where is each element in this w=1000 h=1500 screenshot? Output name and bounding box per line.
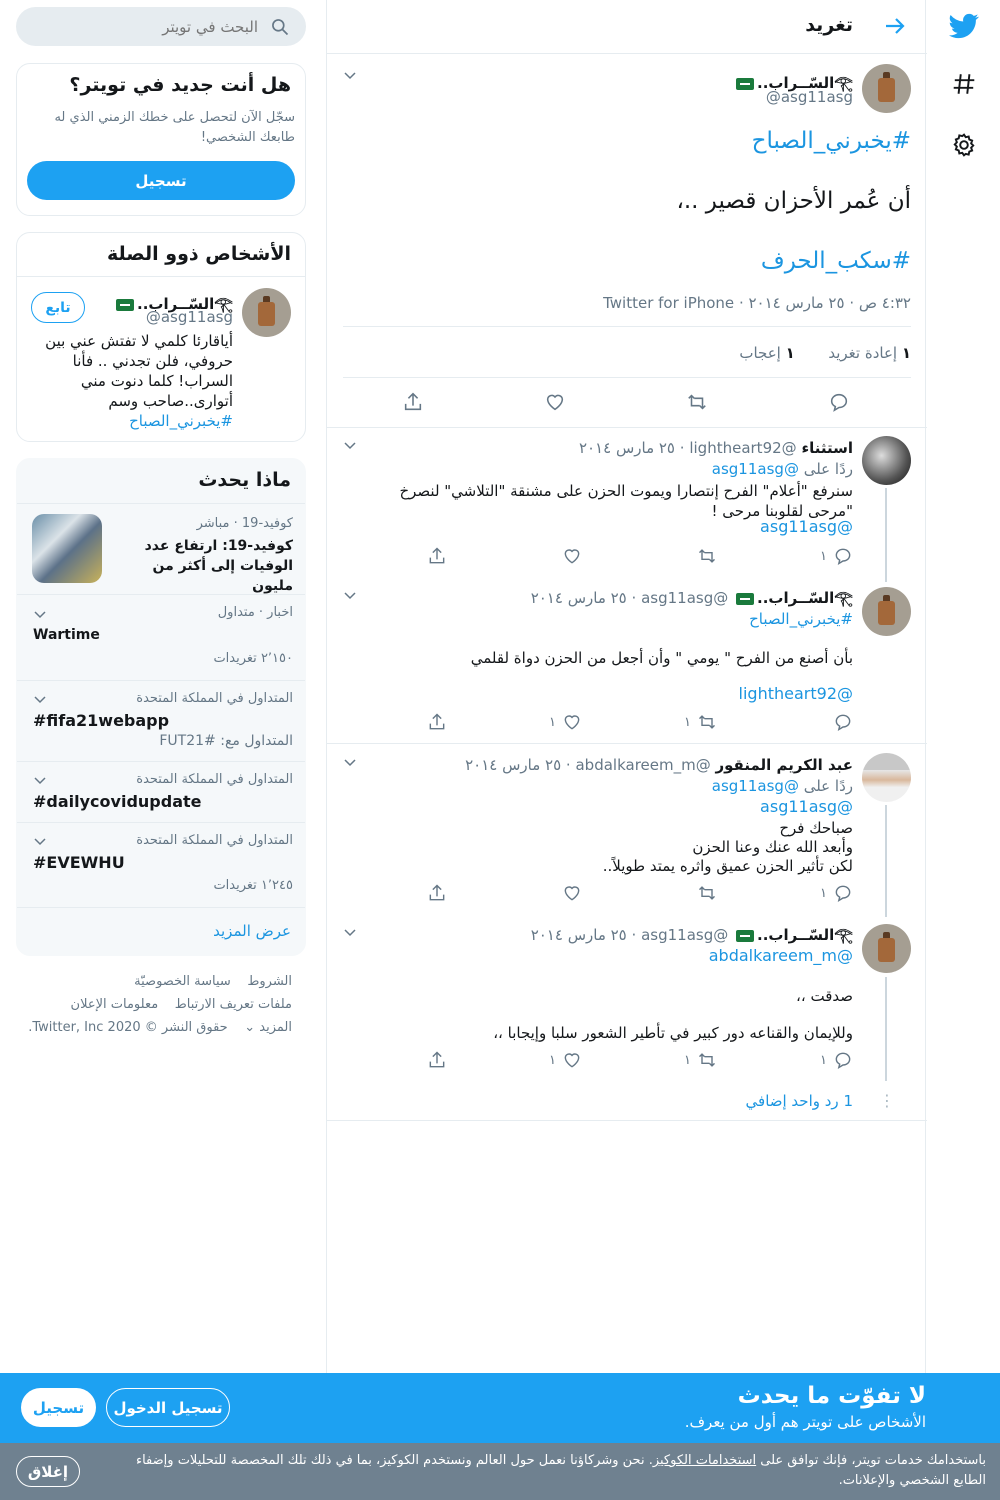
reply-header: عبد الكريم المنقور @abdalkareem_m · ٢٥ مارس ٢٠١٤ (465, 756, 853, 774)
like-label[interactable]: إعجاب (739, 344, 781, 362)
reply-to-label: ردًا على (803, 460, 853, 478)
saudi-flag-icon (116, 299, 134, 311)
share-icon[interactable] (402, 391, 424, 413)
reply-to-mention[interactable]: @asg11asg (711, 460, 799, 478)
like-heart-icon (562, 1050, 582, 1070)
focal-hashtag-1[interactable]: #يخبرني_الصباح (751, 128, 911, 154)
banner-title: لا تفوّت ما يحدث (737, 1383, 926, 1409)
chevron-down-icon[interactable] (33, 607, 47, 621)
share-icon[interactable] (427, 883, 447, 903)
banner-signup-button[interactable]: تسجيل (21, 1388, 96, 1427)
back-arrow-icon[interactable] (883, 14, 909, 40)
reply-text-line: وللإيمان والقناعه دور كبير في تأطير الشعور سلبا وإيجابا ،، (493, 1024, 853, 1042)
reply-count: ١ (820, 1052, 827, 1068)
retweet-label[interactable]: إعادة تغريد (828, 344, 898, 362)
reply-author-handle[interactable]: @lightheart92 (689, 439, 797, 457)
focal-hashtag-2[interactable]: #سكب_الحرف (760, 248, 911, 274)
reply-actions (422, 712, 853, 736)
related-bio (31, 331, 233, 431)
trend-title: كوفيد-19: ارتفاع عدد الوفيات إلى أكثر من مليون (144, 538, 293, 594)
signup-card (16, 63, 306, 216)
trend-title: #fifa21webapp (33, 711, 170, 730)
show-more-link[interactable]: عرض المزيد (213, 922, 291, 940)
chevron-down-icon[interactable] (343, 68, 357, 82)
related-bio-text: أياقارئا كلمي لا تفتش عني بين حروفي، فلن تجدني .. فأنا السراب! كلما دنوت مني أتوارى..صاحب وسم (45, 332, 233, 410)
trend-context: اخبار · متداول (217, 605, 293, 620)
reply-count: ١ (820, 548, 827, 564)
main-header (327, 0, 927, 54)
reply-text-line: لكن تأثير الحزن عميق واثره يمتد طويلاً.. (602, 857, 853, 875)
reply-mention[interactable]: @asg11asg (760, 517, 853, 536)
divider (343, 377, 911, 378)
like-action[interactable] (549, 712, 582, 732)
reply-avatar[interactable] (862, 587, 911, 636)
reply-bubble-icon (833, 883, 853, 903)
reply-date[interactable]: ٢٥ مارس ٢٠١٤ (578, 439, 675, 457)
reply-author-handle[interactable]: @asg11asg (641, 589, 729, 607)
reply-text: بأن أصنع من الفرح " يومي " وأن أجعل من الحزن دواة لقلمي (470, 649, 853, 667)
reply-header: 𓂀السّــراب.. @asg11asg · ٢٥ مارس ٢٠١٤ (530, 926, 853, 944)
footer-row-3 (28, 1020, 292, 1035)
footer-privacy-link[interactable]: سياسة الخصوصيّة (134, 974, 231, 989)
retweet-count: ١ (684, 714, 691, 730)
more-replies-link[interactable]: 1 رد واحد إضافي (745, 1092, 853, 1110)
reply-author-handle[interactable]: @abdalkareem_m (575, 756, 711, 774)
chevron-down-icon[interactable] (33, 773, 47, 787)
trend-title: Wartime (33, 627, 100, 643)
footer-terms-link[interactable]: الشروط (247, 974, 292, 989)
reply-avatar[interactable] (862, 436, 911, 485)
reply-mention[interactable]: @lightheart92 (738, 684, 853, 703)
reply-count: ١ (820, 885, 827, 901)
share-icon[interactable] (427, 546, 447, 566)
reply-mention[interactable]: @abdalkareem_m (708, 946, 853, 965)
signup-title: هل أنت جديد في تويتر؟ (69, 74, 291, 96)
trend-context: المتداول في المملكة المتحدة (136, 691, 293, 706)
reply-header: 𓂀السّــراب.. @asg11asg · ٢٥ مارس ٢٠١٤ (530, 589, 853, 607)
reply-bubble-icon (833, 546, 853, 566)
signup-desc: سجّل الآن لتحصل على خطك الزمني الذي له طابعك الشخصي! (54, 110, 295, 145)
related-name[interactable]: 𓂀السّــراب.. (137, 295, 233, 313)
reply-bubble-icon (833, 1050, 853, 1070)
search-input[interactable] (38, 7, 258, 46)
thread-line (885, 805, 887, 917)
trend-meta: ١٬٢٤٥ تغريدات (213, 878, 293, 893)
chevron-down-icon[interactable] (33, 834, 47, 848)
reply-bubble-icon[interactable] (828, 391, 850, 413)
saudi-flag-icon (736, 930, 754, 942)
chevron-down-icon[interactable] (33, 692, 47, 706)
cookie-close-button[interactable]: إغلاق (16, 1456, 80, 1487)
retweet-count: ١ (684, 1052, 691, 1068)
reply-bubble-icon[interactable] (833, 712, 853, 732)
trend-title: #EVEWHU (33, 853, 125, 872)
side-nav (926, 0, 1000, 1375)
page-title: تغريد (805, 14, 853, 36)
reply-hashtag[interactable]: #يخبرني_الصباح (749, 610, 853, 628)
like-heart-icon[interactable] (562, 883, 582, 903)
reply-author-handle[interactable]: @asg11asg (641, 926, 729, 944)
reply-action[interactable] (820, 1050, 853, 1070)
cookie-policy-link[interactable]: استخدامات الكوكيز (652, 1453, 757, 1468)
reply-author-name[interactable]: عبد الكريم المنقور (715, 756, 853, 774)
follow-button[interactable]: تابع (31, 292, 85, 323)
reply-actions (422, 1050, 853, 1074)
divider (343, 326, 911, 327)
more-dots-icon: ⋮ (879, 1091, 895, 1110)
chevron-down-icon[interactable] (343, 925, 357, 939)
retweet-action[interactable] (684, 1050, 717, 1070)
chevron-down-icon: ⌄ (244, 1020, 256, 1035)
like-action[interactable] (549, 1050, 582, 1070)
saudi-flag-icon (736, 593, 754, 605)
trend-item[interactable] (17, 823, 306, 907)
chevron-down-icon[interactable] (343, 438, 357, 452)
reply-text-line: صباحك فرح (779, 819, 853, 837)
footer-cookies-link[interactable]: ملفات تعريف الارتباط (174, 997, 292, 1012)
trend-meta: ٢٬١٥٠ تغريدات (213, 651, 293, 666)
footer-more-label[interactable]: المزيد (259, 1020, 292, 1035)
trend-image[interactable] (32, 514, 102, 583)
thread-line (885, 977, 887, 1081)
reply-actions (422, 883, 853, 907)
reply-action[interactable] (820, 546, 853, 566)
tweet-meta[interactable]: ٤:٣٢ ص · ٢٥ مارس ٢٠١٤ · Twitter for iPhone (603, 294, 911, 312)
reply-mention[interactable]: @asg11asg (760, 797, 853, 816)
saudi-flag-icon (736, 78, 754, 90)
footer-row-2 (71, 997, 292, 1012)
trend-item[interactable] (17, 762, 306, 822)
divider (17, 907, 306, 908)
share-icon[interactable] (427, 712, 447, 732)
trend-title: #dailycovidupdate (33, 792, 202, 811)
cookie-banner (0, 1443, 1000, 1500)
explore-hashtag-icon[interactable] (946, 66, 982, 102)
reply-tweet[interactable] (327, 582, 927, 744)
reply-action[interactable] (820, 883, 853, 903)
thread-line (885, 488, 887, 582)
trends-title: ماذا يحدث (198, 469, 291, 491)
footer-more-link[interactable] (244, 1020, 292, 1035)
retweet-icon[interactable] (697, 546, 717, 566)
retweet-icon (697, 1050, 717, 1070)
signup-button[interactable]: تسجيل (27, 161, 295, 200)
reply-date[interactable]: ٢٥ مارس ٢٠١٤ (530, 926, 627, 944)
reply-tweet[interactable] (327, 428, 927, 582)
like-heart-icon[interactable] (562, 546, 582, 566)
reply-date[interactable]: ٢٥ مارس ٢٠١٤ (465, 756, 562, 774)
reply-actions (422, 546, 853, 570)
reply-author-name[interactable]: 𓂀السّــراب.. (757, 926, 853, 944)
like-heart-icon[interactable] (544, 391, 566, 413)
footer-ads-link[interactable]: معلومات الإعلان (70, 997, 159, 1012)
like-count: ١ (549, 1052, 556, 1068)
reply-text: سنرفع "أعلام" الفرح إنتصارا ويموت الحزن على مشنقة "التلاشي" لنصرخ "مرحى لقلوبنا مرحى ! (399, 482, 853, 520)
reply-date[interactable]: ٢٥ مارس ٢٠١٤ (530, 589, 627, 607)
reply-to-line (712, 459, 853, 479)
signup-banner (0, 1373, 1000, 1443)
retweet-icon[interactable] (697, 883, 717, 903)
chevron-down-icon[interactable] (343, 588, 357, 602)
reply-to-label: ردًا على (803, 777, 853, 795)
reply-to-line (712, 776, 853, 796)
like-count: ١ (549, 714, 556, 730)
related-people-card (16, 232, 306, 442)
reply-avatar[interactable] (862, 753, 911, 802)
reply-tweet[interactable] (327, 745, 927, 917)
reply-author-name[interactable]: استثناء (801, 439, 853, 457)
trend-item[interactable] (17, 681, 306, 761)
search-icon (270, 17, 290, 37)
footer-row-1 (134, 974, 292, 989)
related-avatar[interactable] (242, 288, 291, 337)
author-avatar[interactable] (862, 64, 911, 113)
cookie-text-before: باستخدامك خدمات تويتر، فإنك توافق على (760, 1453, 986, 1468)
reply-header: استثناء @lightheart92 · ٢٥ مارس ٢٠١٤ (578, 439, 853, 457)
related-bio-hashtag[interactable]: #يخبرني_الصباح (129, 412, 233, 430)
trend-context: المتداول في المملكة المتحدة (136, 772, 293, 787)
twitter-logo-icon[interactable] (946, 8, 982, 44)
divider (17, 276, 306, 277)
chevron-down-icon[interactable] (343, 755, 357, 769)
trend-item[interactable] (17, 504, 306, 594)
reply-author-name[interactable]: 𓂀السّــراب.. (757, 589, 853, 607)
banner-subtitle: الأشخاص على تويتر هم أول من يعرف. (684, 1413, 926, 1431)
focal-text: أن عُمر الأحزان قصير ..، (676, 188, 911, 214)
trend-item[interactable] (17, 595, 306, 680)
trends-card (16, 458, 306, 956)
reply-to-mention[interactable]: @asg11asg (711, 777, 799, 795)
like-count[interactable]: ١ (785, 344, 795, 362)
reply-text-line: صدقت ،، (796, 987, 853, 1005)
retweet-count[interactable]: ١ (901, 344, 911, 362)
settings-gear-icon[interactable] (946, 127, 982, 163)
share-icon[interactable] (427, 1050, 447, 1070)
author-name[interactable]: 𓂀السّــراب.. (757, 74, 853, 92)
trend-meta: المتداول مع: #FUT21 (159, 733, 293, 749)
retweet-icon[interactable] (686, 391, 708, 413)
like-heart-icon (562, 712, 582, 732)
search-box[interactable] (16, 7, 306, 46)
related-handle[interactable]: @asg11asg (145, 308, 233, 326)
focal-tweet (327, 54, 927, 428)
engagement-stats (739, 344, 911, 362)
retweet-action[interactable] (684, 712, 717, 732)
main-column (326, 0, 926, 1375)
related-title: الأشخاص ذوو الصلة (107, 243, 291, 265)
retweet-icon (697, 712, 717, 732)
reply-tweet[interactable] (327, 917, 927, 1121)
cookie-text-after: . نحن وشركاؤنا نعمل حول العالم ونستخدم الكوكيز، بما في ذلك تلك المخصصة للتحليلات وإضفاء الطابع الشخصي والإعلانات. (135, 1453, 986, 1488)
reply-avatar[interactable] (862, 924, 911, 973)
cookie-text (100, 1451, 986, 1491)
author-handle[interactable]: @asg11asg (765, 88, 853, 106)
trend-context: المتداول في المملكة المتحدة (136, 833, 293, 848)
trend-context: كوفيد-19 · مباشر (196, 516, 293, 531)
login-button[interactable]: تسجيل الدخول (106, 1388, 230, 1427)
reply-text-line: وأبعد الله عنك وعنا الحزن (692, 838, 853, 856)
footer-copyright: حقوق النشر © 2020 Twitter, Inc. (28, 1020, 228, 1035)
